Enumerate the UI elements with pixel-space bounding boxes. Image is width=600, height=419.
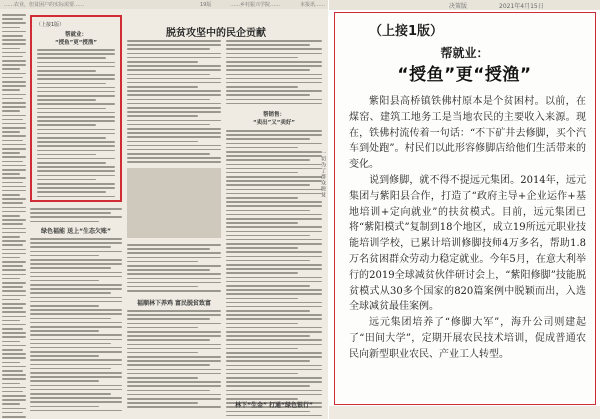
thumbnail-subhead: 绿色福能 送上“生态欠账” bbox=[41, 228, 111, 235]
top-fragment: ……农业，但贫困户的实际需要…… bbox=[4, 2, 85, 8]
thumbnail-page-headline: 脱贫攻坚中的民企贡献 bbox=[166, 28, 266, 39]
thumbnail-subhead: 帮销售： bbox=[262, 112, 285, 118]
highlighted-article bbox=[334, 12, 596, 405]
thumbnail-column bbox=[226, 130, 322, 419]
thumbnail-column bbox=[127, 310, 221, 411]
article-body bbox=[349, 94, 586, 363]
article-title: “授鱼”更“授渔” bbox=[397, 65, 532, 85]
thumbnail-photo bbox=[127, 168, 221, 238]
zoomed-article-panel bbox=[329, 0, 600, 419]
thumbnail-article-title: “授鱼”更“授渔” bbox=[55, 40, 97, 46]
article-subtitle: 帮就业： bbox=[440, 46, 489, 60]
bottom-strip bbox=[329, 406, 600, 419]
thumbnail-subhead: “卖出”又“卖好” bbox=[253, 120, 295, 126]
thumbnail-column bbox=[127, 40, 221, 166]
thumbnail-column bbox=[30, 238, 122, 414]
thumbnail-column bbox=[2, 14, 26, 419]
top-fragment: ……乡村振兴学院…… bbox=[230, 2, 281, 8]
thumbnail-highlighted-article[interactable] bbox=[30, 15, 122, 202]
article-paragraph: 远元集团培养了“修脚大军”，海升公司则建起了“田间大学”，定期开展农民技术培训，促成普通农民向新型职业农民、产业工人转型。 bbox=[349, 317, 586, 360]
article-paragraph: 说到修脚，就不得不提远元集团。2014年，远元集团与紫阳县合作，打造了“政府主导+企业运作+基地培训+定向就业”的扶贫模式。目前，远元集团已将“紫阳模式”复制到18个地区，成立19所远元职业技能培训学校，已累计培训修脚技师4万多名，帮助1.8万名贫困群众劳动力稳定就业。今年5月，在意大利举行的2019全球减贫伙伴研讨会上，“紫阳修脚”技能脱贫模式从30多个国家的820篇案例中脱颖而出，入选全球减贫最佳案例。 bbox=[349, 174, 586, 313]
continued-note: （上接1版） bbox=[369, 24, 444, 39]
top-fragment: 2021年4月15日 bbox=[499, 3, 544, 10]
zoom-top-fragments bbox=[329, 0, 600, 10]
thumbnail-column bbox=[30, 208, 122, 225]
thumbnail-subhead: 福顺林下养鸡 富民脱贫致富 bbox=[136, 300, 212, 307]
thumbnail-article-subtitle: 帮就业： bbox=[64, 32, 87, 38]
thumbnail-continued-note: （上接1版） bbox=[36, 22, 65, 28]
thumbnail-top-fragments bbox=[0, 0, 328, 9]
top-fragment: 19版 bbox=[200, 2, 212, 8]
article-paragraph: 紫阳县高桥镇铁佛村原本是个贫困村。以前，在煤窑、建筑工地务工是当地农民的主要收入来源。现在，铁佛村流传着一句话：“不下矿井去修脚，买个汽车到处跑”。村民们以此形容修脚店给他们生活带来的变化。 bbox=[349, 96, 586, 171]
thumbnail-side-banner: 一切为了群众脱贫 bbox=[320, 150, 326, 198]
top-fragment: 本报讯…… bbox=[300, 2, 326, 8]
thumbnail-subhead: 林下“生金” 打通“绿色银行” bbox=[235, 402, 313, 409]
thumbnail-column bbox=[127, 244, 221, 294]
top-fragment: 决策版 bbox=[449, 3, 468, 10]
thumbnail-column bbox=[226, 40, 322, 107]
